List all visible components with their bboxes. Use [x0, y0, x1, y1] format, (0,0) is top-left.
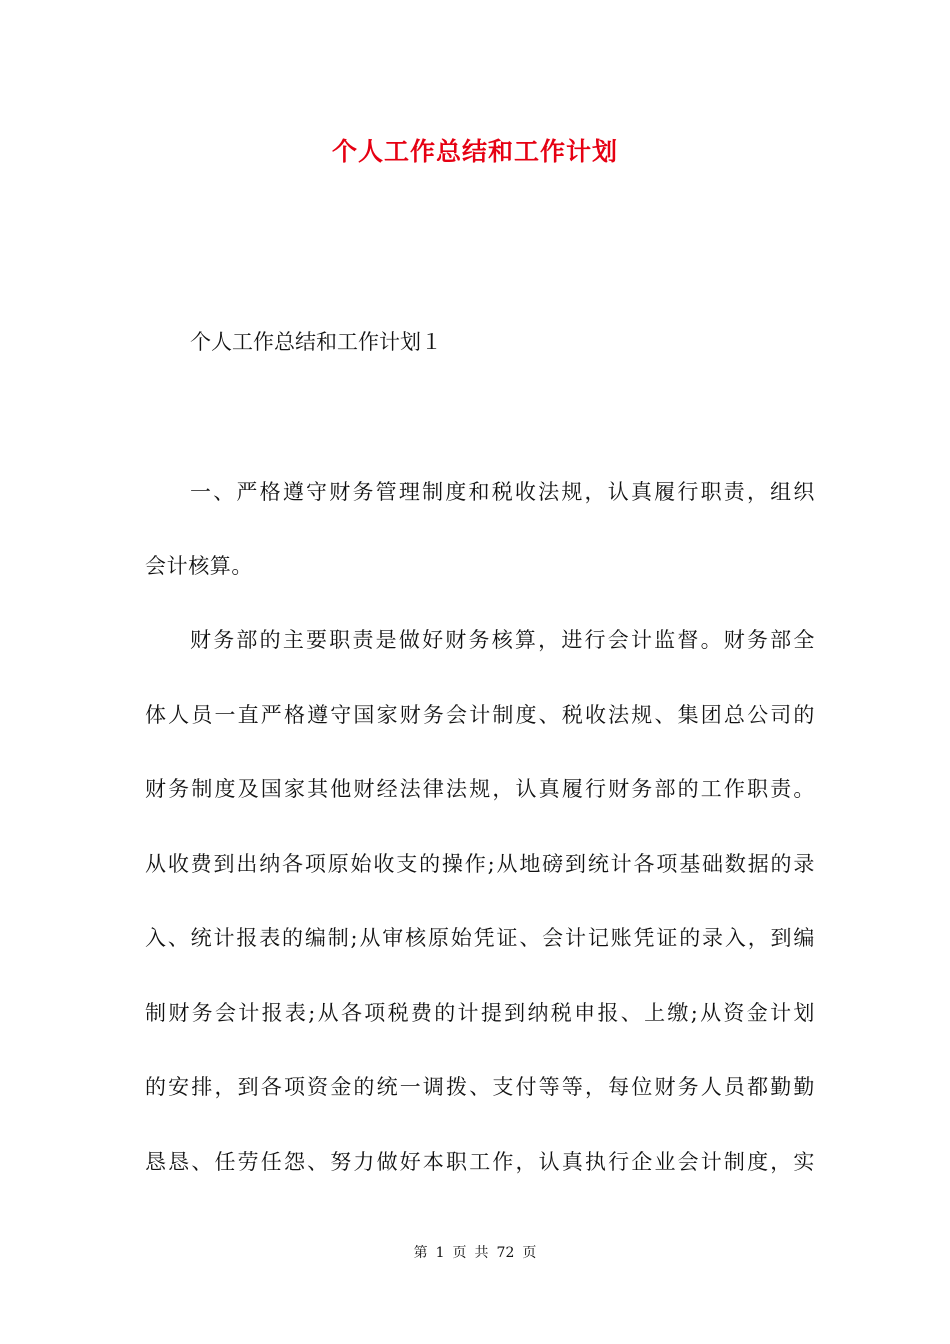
section-heading: 个人工作总结和工作计划１: [190, 330, 442, 354]
paragraph-line: 入、统计报表的编制;从审核原始凭证、会计记账凭证的录入，到编: [145, 926, 815, 950]
footer-total-prefix: 共: [474, 1245, 489, 1261]
paragraph-line: 体人员一直严格遵守国家财务会计制度、税收法规、集团总公司的: [145, 703, 815, 727]
footer-current-page: 1: [435, 1245, 445, 1261]
footer-suffix: 页: [522, 1245, 537, 1261]
paragraph-line: 会计核算。: [145, 554, 253, 578]
paragraph-line: 财务部的主要职责是做好财务核算，进行会计监督。财务部全: [190, 628, 815, 652]
page-footer: [0, 1243, 950, 1263]
paragraph-line: 恳恳、任劳任怨、努力做好本职工作，认真执行企业会计制度，实: [145, 1150, 815, 1174]
document-title: 个人工作总结和工作计划: [331, 137, 618, 166]
paragraph-line: 财务制度及国家其他财经法律法规，认真履行财务部的工作职责。: [145, 777, 815, 801]
footer-total-pages: 72: [496, 1245, 515, 1261]
paragraph-line: 制财务会计报表;从各项税费的计提到纳税申报、上缴;从资金计划: [145, 1001, 815, 1025]
paragraph-line: 从收费到出纳各项原始收支的操作;从地磅到统计各项基础数据的录: [145, 852, 815, 876]
paragraph-line: 一、严格遵守财务管理制度和税收法规，认真履行职责，组织: [190, 480, 815, 504]
footer-page-unit: 页: [452, 1245, 467, 1261]
footer-prefix: 第: [413, 1245, 428, 1261]
paragraph-line: 的安排，到各项资金的统一调拨、支付等等，每位财务人员都勤勤: [145, 1075, 815, 1099]
